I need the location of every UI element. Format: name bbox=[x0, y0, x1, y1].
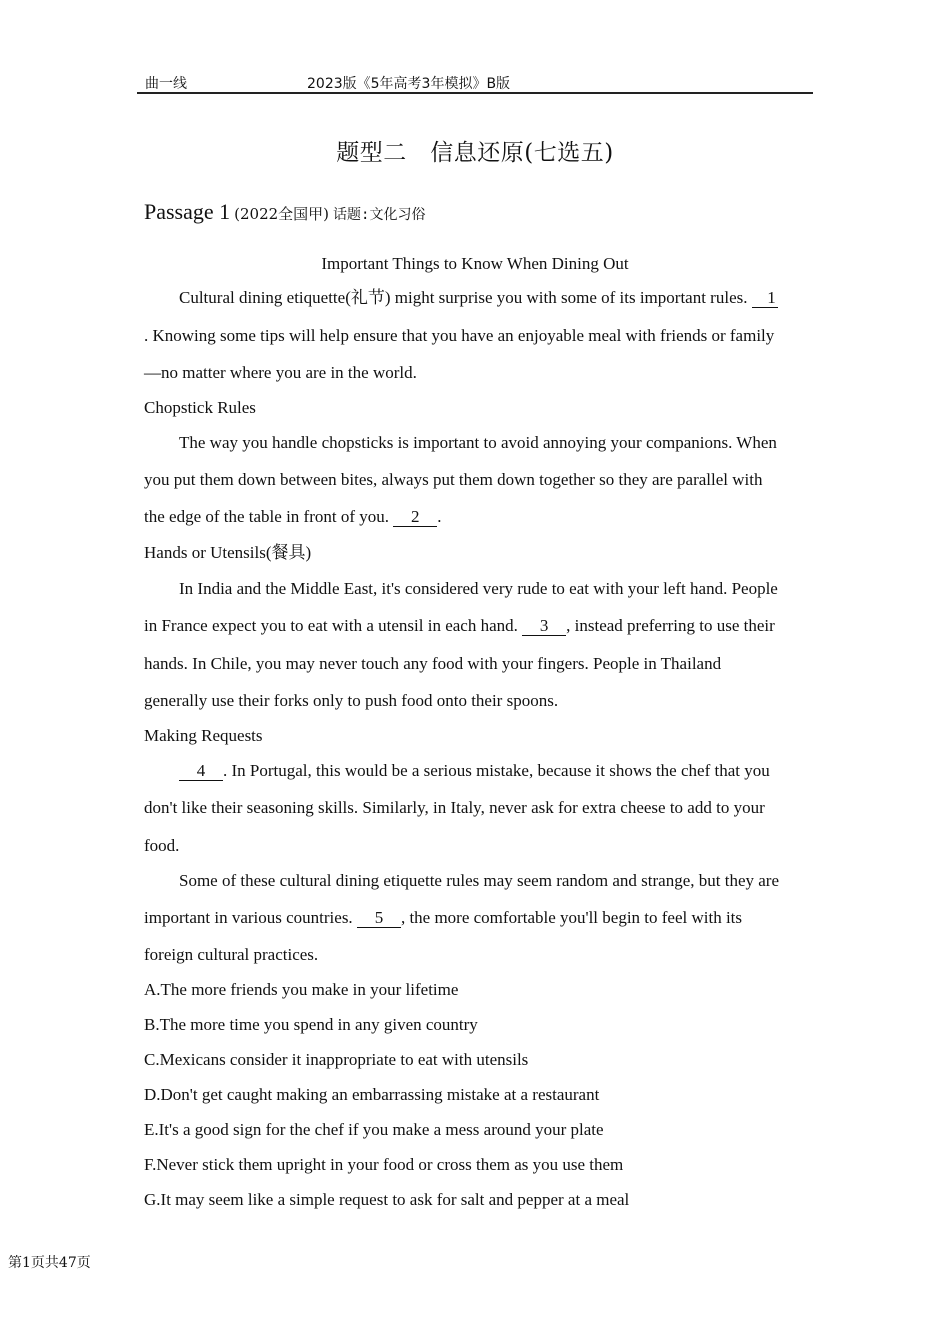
header-book-title: 2023版《5年高考3年模拟》B版 bbox=[307, 76, 511, 92]
page-number: 第1页共47页 bbox=[8, 1255, 91, 1271]
passage-topic: 话题:文化习俗 bbox=[333, 207, 426, 223]
passage-source: (2022全国甲) bbox=[234, 205, 330, 223]
option-a: A.The more friends you make in your lifetime bbox=[144, 980, 459, 999]
subheading-hands-or-utensils: Hands or Utensils(餐具) bbox=[144, 543, 312, 562]
paragraph-line: hands. In Chile, you may never touch any food with your fingers. People in Thailand bbox=[144, 654, 722, 673]
paragraph-line: food. bbox=[144, 836, 180, 855]
paragraph-line: the edge of the table in front of you. 2 . bbox=[144, 507, 442, 526]
paragraph-line: 4 . In Portugal, this would be a serious mistake, because it shows the chef that you bbox=[179, 760, 770, 782]
option-d: D.Don't get caught making an embarrassing mistake at a restaurant bbox=[144, 1085, 600, 1104]
paragraph-line: —no matter where you are in the world. bbox=[144, 363, 417, 382]
paragraph-line: Some of these cultural dining etiquette rules may seem random and strange, but they are bbox=[179, 871, 780, 890]
blank-4: 4 bbox=[179, 762, 223, 781]
subheading-chopstick-rules: Chopstick Rules bbox=[144, 398, 256, 417]
option-f: F.Never stick them upright in your food or cross them as you use them bbox=[144, 1155, 624, 1174]
header-brand: 曲一线 bbox=[145, 76, 187, 92]
paragraph-line: In India and the Middle East, it's considered very rude to eat with your left hand. People bbox=[179, 579, 778, 598]
paragraph-line: The way you handle chopsticks is important to avoid annoying your companions. When bbox=[179, 433, 777, 452]
paragraph-line: generally use their forks only to push food onto their spoons. bbox=[144, 691, 559, 710]
paragraph-line: foreign cultural practices. bbox=[144, 945, 319, 964]
passage-label: Passage 1 bbox=[144, 199, 231, 224]
option-b: B.The more time you spend in any given country bbox=[144, 1015, 478, 1034]
paragraph-line: important in various countries. 5 , the more comfortable you'll begin to feel with its bbox=[144, 908, 743, 927]
paragraph-line: in France expect you to eat with a utensil in each hand. 3 , instead preferring to use their bbox=[144, 616, 775, 635]
blank-5: 5 bbox=[357, 909, 401, 928]
article-title: Important Things to Know When Dining Out bbox=[321, 254, 629, 273]
paragraph-line: . Knowing some tips will help ensure that you have an enjoyable meal with friends or family bbox=[144, 326, 775, 345]
passage-heading bbox=[144, 199, 425, 225]
blank-1: 1 bbox=[752, 289, 778, 308]
subheading-making-requests: Making Requests bbox=[144, 726, 263, 745]
paragraph-line: you put them down between bites, always put them down together so they are parallel with bbox=[144, 470, 763, 489]
page-header bbox=[137, 72, 813, 94]
option-c: C.Mexicans consider it inappropriate to eat with utensils bbox=[144, 1050, 529, 1069]
blank-3: 3 bbox=[522, 617, 566, 636]
section-title: 题型二 信息还原(七选五) bbox=[336, 140, 614, 166]
paragraph-line: don't like their seasoning skills. Similarly, in Italy, never ask for extra cheese to add to your bbox=[144, 798, 765, 817]
paragraph-line: Cultural dining etiquette(礼节) might surprise you with some of its important rules. 1 bbox=[179, 288, 776, 307]
blank-2: 2 bbox=[393, 508, 437, 527]
option-e: E.It's a good sign for the chef if you make a mess around your plate bbox=[144, 1120, 604, 1139]
option-g: G.It may seem like a simple request to ask for salt and pepper at a meal bbox=[144, 1190, 630, 1209]
